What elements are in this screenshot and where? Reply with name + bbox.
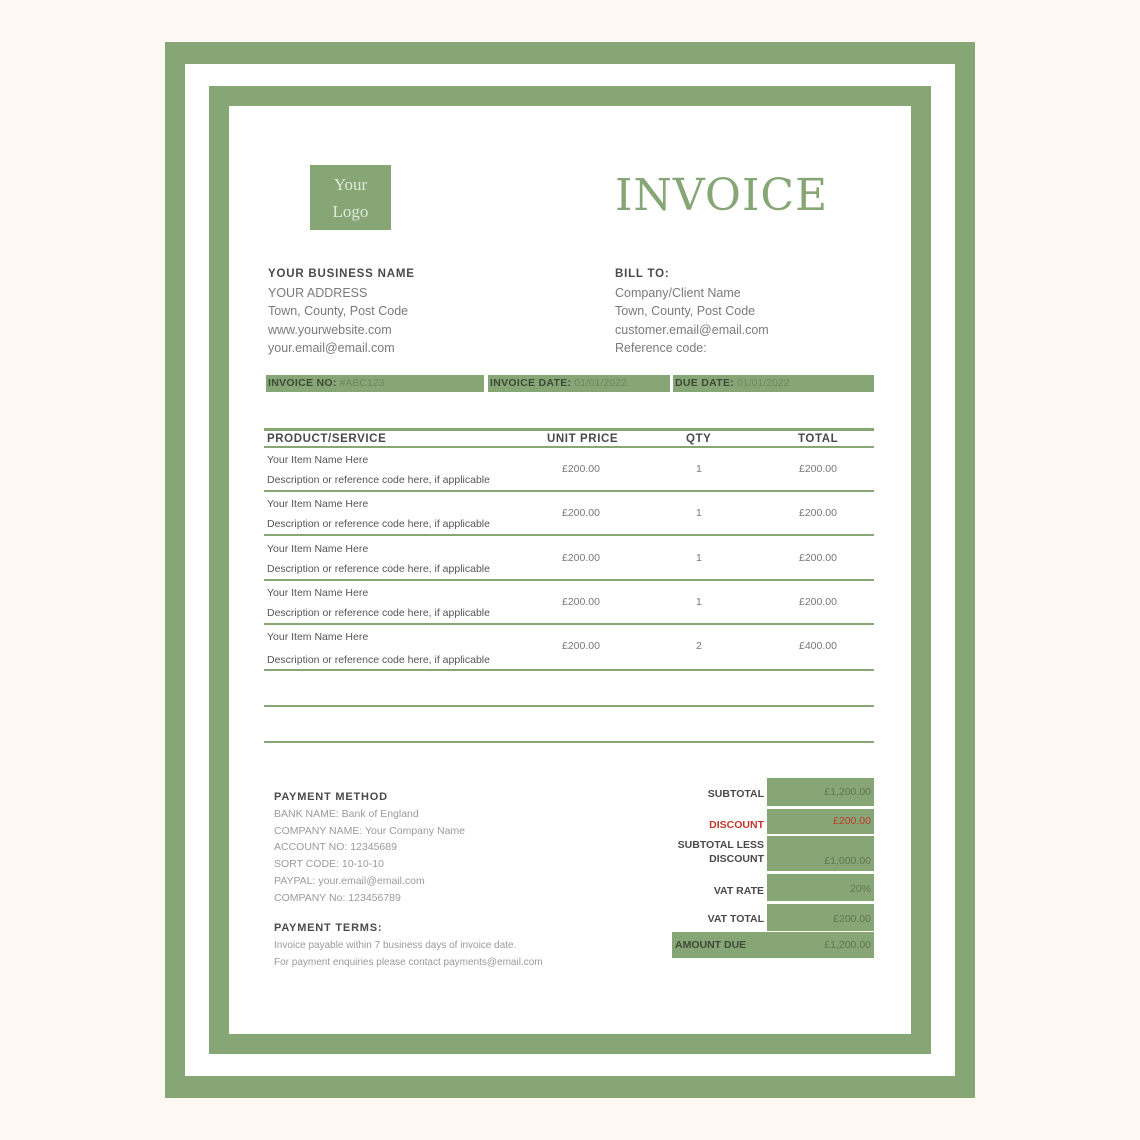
paypal-email: PAYPAL: your.email@email.com [274,874,425,887]
payment-terms-line-2: For payment enquiries please contact payments@email.com [274,957,543,968]
subtotal-value: £1,200.00 [767,778,874,806]
amount-due-row [672,932,874,958]
empty-row-divider [264,705,874,707]
item-qty: 1 [696,507,702,519]
table-row [264,581,874,625]
subtotal-label: SUBTOTAL [707,788,764,800]
client-email: customer.email@email.com [615,322,769,337]
subtotal-less-discount-value: £1,000.00 [767,836,874,871]
bill-to-label: BILL TO: [615,268,670,280]
item-name: Your Item Name Here [267,631,369,643]
business-website: www.yourwebsite.com [268,322,392,337]
subtotal-less-label-line-1: SUBTOTAL LESS [677,839,764,851]
invoice-number-label: INVOICE NO: [268,377,337,389]
payment-method-section [274,789,465,907]
bank-name: BANK NAME: Bank of England [274,807,419,820]
item-unit-price: £200.00 [562,552,600,564]
item-name: Your Item Name Here [267,587,369,599]
due-date-field [673,375,874,392]
business-name: YOUR BUSINESS NAME [268,268,415,280]
item-unit-price: £200.00 [562,596,600,608]
table-row [264,537,874,581]
item-total: £400.00 [799,640,837,652]
business-email: your.email@email.com [268,341,395,355]
due-date-label: DUE DATE: [675,377,735,389]
payment-terms-label: PAYMENT TERMS: [274,922,383,934]
invoice-title: INVOICE [615,170,829,221]
item-name: Your Item Name Here [267,498,369,510]
payment-method-label: PAYMENT METHOD [274,791,388,803]
discount-value: £200.00 [767,809,874,834]
invoice-date-field [488,375,670,392]
invoice-number-field [266,375,484,392]
vat-total-value: £200.00 [767,904,874,931]
vat-total-label: VAT TOTAL [707,913,764,925]
item-qty: 1 [696,552,702,564]
logo-placeholder [310,165,391,230]
header-unit-price: UNIT PRICE [547,433,619,445]
item-total: £200.00 [799,507,837,519]
subtotal-less-discount-label [664,838,764,866]
item-description: Description or reference code here, if applicable [267,563,490,575]
item-description: Description or reference code here, if applicable [267,474,490,486]
item-unit-price: £200.00 [562,463,600,475]
payment-terms-line-1: Invoice payable within 7 business days of invoice date. [274,940,517,951]
item-description: Description or reference code here, if applicable [267,654,490,666]
account-number: ACCOUNT NO: 12345689 [274,841,397,854]
subtotal-less-label-line-2: DISCOUNT [709,853,764,865]
due-date-value: 01/01/2022 [737,377,790,389]
invoice-date-label: INVOICE DATE: [490,377,572,389]
amount-due-value: £1,200.00 [824,939,871,951]
table-row [264,448,874,492]
company-name: COMPANY NAME: Your Company Name [274,824,466,837]
discount-label: DISCOUNT [709,819,764,831]
business-town: Town, County, Post Code [268,304,409,318]
item-total: £200.00 [799,463,837,475]
table-row [264,492,874,536]
company-number: COMPANY No: 123456789 [274,891,401,904]
header-qty: QTY [686,433,712,445]
client-town: Town, County, Post Code [615,304,756,318]
vat-rate-value: 20% [767,874,874,901]
empty-row-divider [264,741,874,743]
business-address: YOUR ADDRESS [268,285,368,300]
item-qty: 2 [696,640,702,652]
bill-to-details [615,265,769,358]
item-unit-price: £200.00 [562,507,600,519]
item-name: Your Item Name Here [267,543,369,555]
header-product: PRODUCT/SERVICE [267,433,387,445]
client-company: Company/Client Name [615,285,741,300]
sort-code: SORT CODE: 10-10-10 [274,858,384,871]
item-qty: 1 [696,463,702,475]
logo-line-1: Your [333,175,368,194]
amount-due-label: AMOUNT DUE [675,939,747,951]
items-table-header [264,428,874,448]
vat-rate-label: VAT RATE [713,885,764,897]
item-unit-price: £200.00 [562,640,600,652]
logo-line-2: Logo [332,202,369,221]
business-details [268,265,415,358]
header-total: TOTAL [798,433,839,445]
item-description: Description or reference code here, if applicable [267,607,490,619]
table-row [264,625,874,671]
payment-terms-section [274,920,543,971]
item-qty: 1 [696,596,702,608]
invoice-number-value: #ABC123 [339,377,385,389]
item-total: £200.00 [799,552,837,564]
client-reference: Reference code: [615,341,707,355]
item-total: £200.00 [799,596,837,608]
item-name: Your Item Name Here [267,454,369,466]
invoice-date-value: 01/01/2022 [574,377,627,389]
item-description: Description or reference code here, if applicable [267,518,490,530]
